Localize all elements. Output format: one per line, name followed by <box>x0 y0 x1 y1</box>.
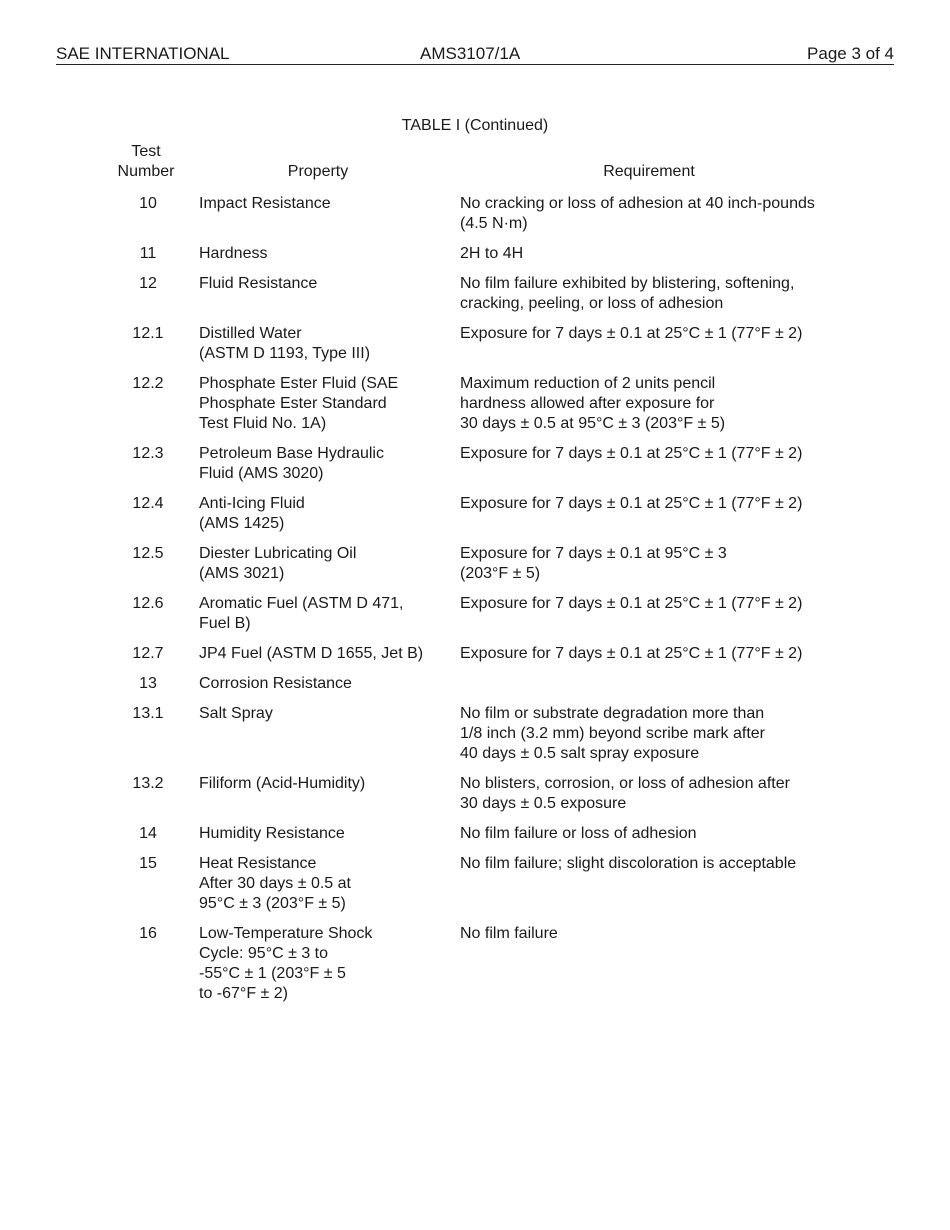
table-row <box>0 854 950 914</box>
property-cell: Salt Spray <box>199 705 273 722</box>
property-cell: JP4 Fuel (ASTM D 1655, Jet B) <box>199 645 424 662</box>
test-number-cell: 10 <box>139 195 157 212</box>
column-header-property: Property <box>287 163 349 180</box>
header-organization: SAE INTERNATIONAL <box>56 44 230 63</box>
test-number-cell: 12 <box>139 275 157 292</box>
test-number-cell: 12.5 <box>132 545 164 562</box>
table-row <box>0 594 950 634</box>
column-header-test-number: Test Number <box>117 143 175 180</box>
table-row <box>0 444 950 484</box>
property-cell: Petroleum Base Hydraulic Fluid (AMS 3020) <box>199 445 384 482</box>
test-number-cell: 13.1 <box>132 705 164 722</box>
test-number-cell: 14 <box>139 825 157 842</box>
property-cell: Diester Lubricating Oil (AMS 3021) <box>199 545 357 582</box>
requirement-cell: Exposure for 7 days ± 0.1 at 25°C ± 1 (77°F ± 2) <box>460 495 803 512</box>
property-cell: Corrosion Resistance <box>199 675 352 692</box>
requirement-cell: No film failure or loss of adhesion <box>460 825 697 842</box>
requirement-cell: Maximum reduction of 2 units pencil hardness allowed after exposure for 30 days ± 0.5 at 95°C ± 3 (203°F ± 5) <box>460 375 726 432</box>
test-number-cell: 12.4 <box>132 495 164 512</box>
test-number-cell: 13.2 <box>132 775 164 792</box>
table-row <box>0 324 950 364</box>
property-cell: Hardness <box>199 245 268 262</box>
property-cell: Aromatic Fuel (ASTM D 471, Fuel B) <box>199 595 404 632</box>
property-cell: Low-Temperature Shock Cycle: 95°C ± 3 to -55°C ± 1 (203°F ± 5 to -67°F ± 2) <box>199 925 373 1002</box>
property-cell: Distilled Water (ASTM D 1193, Type III) <box>199 325 371 362</box>
test-number-cell: 15 <box>139 855 157 872</box>
table-row <box>0 644 950 664</box>
property-cell: Impact Resistance <box>199 195 331 212</box>
table-row <box>0 774 950 814</box>
requirement-cell: No film failure <box>460 925 558 942</box>
test-number-cell: 12.2 <box>132 375 164 392</box>
table-row <box>0 924 950 1004</box>
property-cell: Fluid Resistance <box>199 275 318 292</box>
requirement-cell: No cracking or loss of adhesion at 40 inch-pounds (4.5 N·m) <box>460 195 815 232</box>
requirement-cell: No film failure; slight discoloration is acceptable <box>460 855 797 872</box>
header-document-number: AMS3107/1A <box>420 44 521 63</box>
table-row <box>0 494 950 534</box>
property-cell: Heat Resistance After 30 days ± 0.5 at 95°C ± 3 (203°F ± 5) <box>199 855 351 912</box>
test-number-cell: 12.1 <box>132 325 164 342</box>
table-row <box>0 704 950 764</box>
table-body <box>0 194 950 1014</box>
table-row <box>0 674 950 694</box>
property-cell: Filiform (Acid-Humidity) <box>199 775 366 792</box>
requirement-cell: No blisters, corrosion, or loss of adhesion after 30 days ± 0.5 exposure <box>460 775 790 812</box>
property-cell: Anti-Icing Fluid (AMS 1425) <box>199 495 305 532</box>
table-row <box>0 824 950 844</box>
table-row <box>0 374 950 434</box>
requirement-cell: Exposure for 7 days ± 0.1 at 25°C ± 1 (77°F ± 2) <box>460 325 803 342</box>
requirement-cell: 2H to 4H <box>460 245 524 262</box>
requirement-cell: Exposure for 7 days ± 0.1 at 95°C ± 3 (203°F ± 5) <box>460 545 727 582</box>
table-row <box>0 244 950 264</box>
column-header-requirement: Requirement <box>603 163 695 180</box>
test-number-cell: 16 <box>139 925 157 942</box>
table-row <box>0 274 950 314</box>
test-number-cell: 11 <box>139 245 157 262</box>
table-title: TABLE I (Continued) <box>401 117 549 134</box>
test-number-cell: 12.6 <box>132 595 164 612</box>
requirement-cell: Exposure for 7 days ± 0.1 at 25°C ± 1 (77°F ± 2) <box>460 595 803 612</box>
table-row <box>0 194 950 234</box>
requirement-cell: Exposure for 7 days ± 0.1 at 25°C ± 1 (77°F ± 2) <box>460 445 803 462</box>
test-number-cell: 13 <box>139 675 157 692</box>
test-number-cell: 12.3 <box>132 445 164 462</box>
table-row <box>0 544 950 584</box>
header-page-number: Page 3 of 4 <box>807 44 894 63</box>
requirement-cell: No film failure exhibited by blistering, softening, cracking, peeling, or loss of adhesion <box>460 275 795 312</box>
requirement-cell: Exposure for 7 days ± 0.1 at 25°C ± 1 (77°F ± 2) <box>460 645 803 662</box>
property-cell: Humidity Resistance <box>199 825 345 842</box>
property-cell: Phosphate Ester Fluid (SAE Phosphate Ester Standard Test Fluid No. 1A) <box>199 375 399 432</box>
requirement-cell: No film or substrate degradation more than 1/8 inch (3.2 mm) beyond scribe mark after 40 days ± 0.5 salt spray exposure <box>460 705 766 762</box>
test-number-cell: 12.7 <box>132 645 164 662</box>
page-header <box>56 44 894 65</box>
